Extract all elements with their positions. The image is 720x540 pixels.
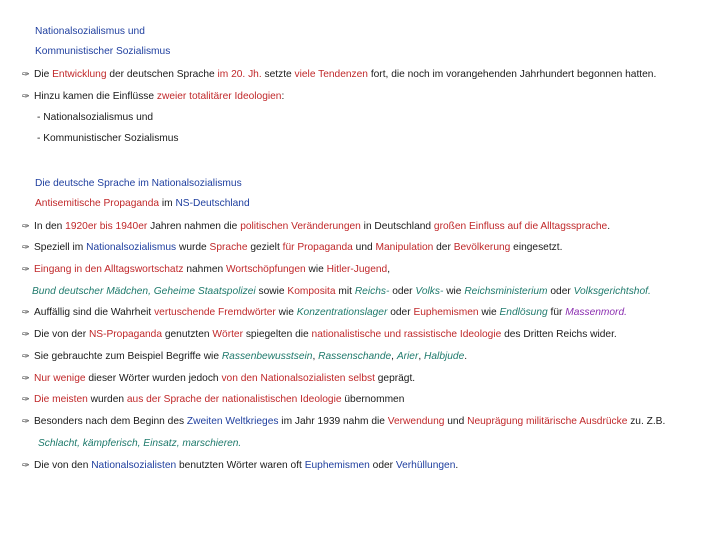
section-heading: Die deutsche Sprache im Nationalsozialismus xyxy=(35,178,242,189)
bullet-icon: ✑ xyxy=(22,394,30,404)
bullet-nur-wenige: ✑ Nur wenige dieser Wörter wurden jedoch von den Nationalsozialisten selbst geprägt. xyxy=(22,373,416,384)
bullet-die-meisten: ✑ Die meisten wurden aus der Sprache der nationalistischen Ideologie übernommen xyxy=(22,394,405,405)
bullet-icon: ✑ xyxy=(22,221,30,231)
sub-item-ns: - Nationalsozialismus und xyxy=(37,112,154,123)
example-words: Schlacht, kämpferisch, Einsatz, marschieren. xyxy=(38,438,242,449)
bullet-eingang: ✑ Eingang in den Alltagswortschatz nahmen Wortschöpfungen wie Hitler-Jugend, xyxy=(22,264,391,275)
bullet-einfluesse: ✑ Hinzu kamen die Einflüsse zweier totalitärer Ideologien: xyxy=(22,91,285,102)
bullet-icon: ✑ xyxy=(22,242,30,252)
title-line-1: Nationalsozialismus und xyxy=(35,26,145,37)
bullet-speziell: ✑ Speziell im Nationalsozialismus wurde Sprache gezielt für Propaganda und Manipulation der Bevölkerung eingesetzt. xyxy=(22,242,563,253)
bullet-weltkrieg: ✑ Besonders nach dem Beginn des Zweiten Weltkrieges im Jahr 1939 nahm die Verwendung und Neuprägung militärische Ausdrücke zu. Z.B. xyxy=(22,416,666,427)
bullet-icon: ✑ xyxy=(22,307,30,317)
bullet-ns-propaganda: ✑ Die von der NS-Propaganda genutzten Wörter spiegelten die nationalistische und rassistische Ideologie des Dritten Reichs wider. xyxy=(22,329,617,340)
bullet-icon: ✑ xyxy=(22,373,30,383)
title-line-2: Kommunistischer Sozialismus xyxy=(35,46,171,57)
section-subheading: Antisemitische Propaganda im NS-Deutschland xyxy=(35,198,250,209)
bullet-icon: ✑ xyxy=(22,91,30,101)
bullet-icon: ✑ xyxy=(22,69,30,79)
bullet-1920er: ✑ In den 1920er bis 1940er Jahren nahmen die politischen Veränderungen in Deutschland großen Einfluss auf die Alltagssprache. xyxy=(22,221,611,232)
bullet-icon: ✑ xyxy=(22,416,30,426)
bullet-icon: ✑ xyxy=(22,264,30,274)
bullet-icon: ✑ xyxy=(22,351,30,361)
bullet-begriffe: ✑ Sie gebrauchte zum Beispiel Begriffe wie Rassenbewusstsein, Rassenschande, Arier, Halbjude. xyxy=(22,351,468,362)
sub-item-ks: - Kommunistischer Sozialismus xyxy=(37,133,179,144)
line-komposita: Bund deutscher Mädchen, Geheime Staatspolizei sowie Komposita mit Reichs- oder Volks- wie Reichsministerium oder Volksgerichtshof. xyxy=(32,286,651,297)
bullet-entwicklung: ✑ Die Entwicklung der deutschen Sprache im 20. Jh. setzte viele Tendenzen fort, die noch im vorangehenden Jahrhundert begonnen hatten. xyxy=(22,69,657,80)
bullet-icon: ✑ xyxy=(22,329,30,339)
bullet-icon: ✑ xyxy=(22,460,30,470)
bullet-auffaellig: ✑ Auffällig sind die Wahrheit vertuschende Fremdwörter wie Konzentrationslager oder Euphemismen wie Endlösung für Massenmord. xyxy=(22,307,627,318)
bullet-euphemismen: ✑ Die von den Nationalsozialisten benutzten Wörter waren oft Euphemismen oder Verhüllungen. xyxy=(22,460,459,471)
